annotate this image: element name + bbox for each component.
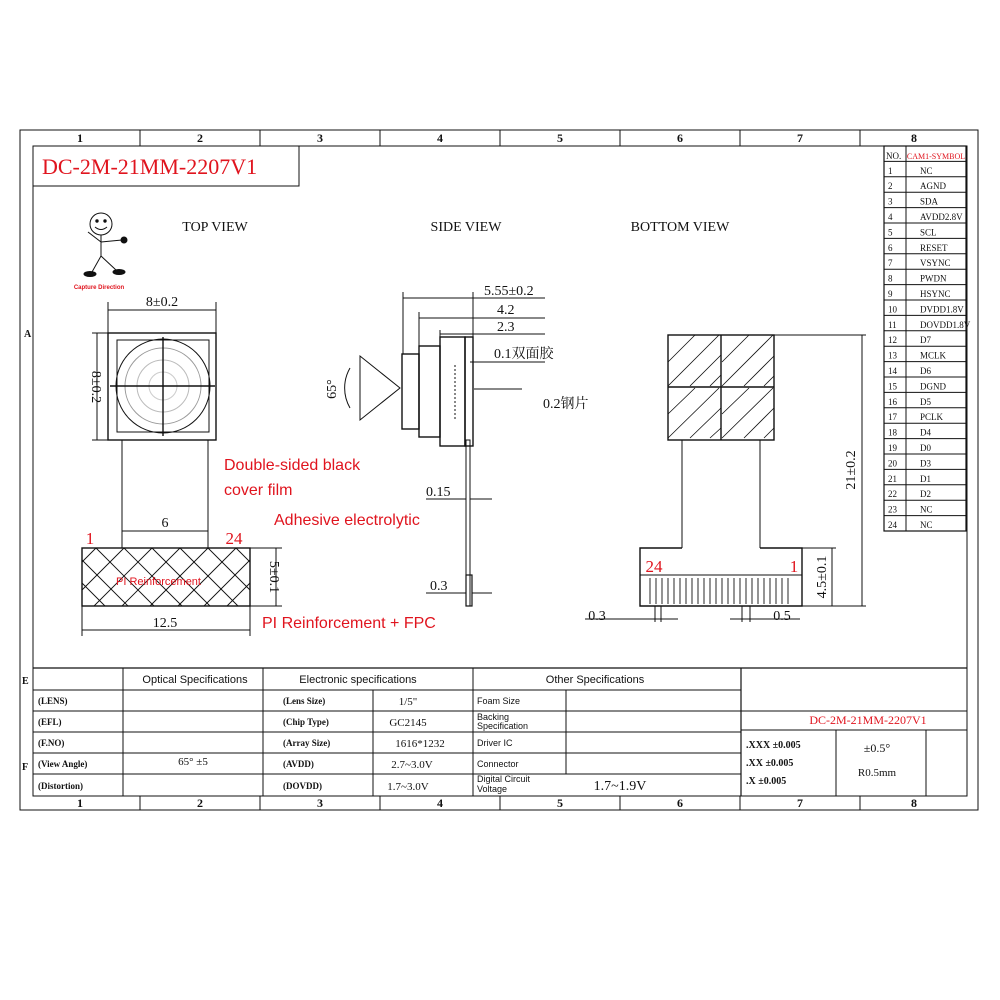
view-cone xyxy=(360,356,400,420)
elec-value-avdd: 2.7~3.0V xyxy=(391,759,433,771)
pin-number: 24 xyxy=(888,520,897,530)
elec-value-dovdd: 1.7~3.0V xyxy=(387,781,429,793)
pin-number: 8 xyxy=(888,273,893,284)
pin-table-header-symbol: CAM1-SYMBOL xyxy=(906,152,966,161)
col-label-2: 2 xyxy=(197,131,203,145)
elec-label-chip-type: (Chip Type) xyxy=(283,717,329,727)
pin-24-label: 24 xyxy=(225,529,243,548)
elec-value-chip-type: GC2145 xyxy=(389,717,427,729)
col-label-8: 8 xyxy=(911,131,917,145)
dim-top-height: 8±0.2 xyxy=(88,370,103,404)
pin-number: 1 xyxy=(888,165,893,176)
dim-side-total: 5.55±0.2 xyxy=(484,284,534,299)
col-label-6: 6 xyxy=(677,131,683,145)
dim-top-width: 8±0.2 xyxy=(145,295,179,310)
dim-pin-pitch: 0.3 xyxy=(588,609,606,624)
capture-direction-label: Capture Direction xyxy=(73,285,125,291)
pin-symbol: D4 xyxy=(920,427,931,438)
opt-label-efl: (EFL) xyxy=(38,717,62,727)
pin-number: 3 xyxy=(888,196,893,207)
elec-value-lens-size: 1/5" xyxy=(398,696,418,708)
capture-direction-icon xyxy=(84,213,127,277)
annotation-cover-film-line2: cover film xyxy=(224,482,293,499)
spec-header-other: Other Specifications xyxy=(545,674,645,686)
pin-symbol: DVDD1.8V xyxy=(920,304,964,315)
pin-number: 18 xyxy=(888,427,897,438)
dim-bottom-length: 21±0.2 xyxy=(844,450,859,490)
pin-symbol: AGND xyxy=(920,181,946,192)
dim-stiffener-thickness: 0.3 xyxy=(430,579,448,594)
opt-label-view-angle: (View Angle) xyxy=(38,759,88,769)
angle-tolerance: ±0.5° xyxy=(863,741,891,755)
opt-value-view-angle: 65° ±5 xyxy=(178,756,208,768)
spec-header-optical: Optical Specifications xyxy=(142,674,248,686)
pin-symbol: NC xyxy=(920,165,933,176)
side-view xyxy=(345,292,592,606)
radius-tolerance: R0.5mm xyxy=(857,767,897,779)
bottom-pin-1-label: 1 xyxy=(789,557,799,576)
pin-number: 19 xyxy=(888,443,897,453)
opt-label-distortion: (Distortion) xyxy=(38,781,83,791)
opt-label-fno: (F.NO) xyxy=(38,738,65,748)
annotation-pi-fpc: PI Reinforcement + FPC xyxy=(262,615,436,632)
dim-side-d2: 2.3 xyxy=(497,320,515,335)
pin-number: 7 xyxy=(888,258,893,269)
other-label-connector: Connector xyxy=(477,759,519,769)
pin-symbol: D5 xyxy=(920,396,931,407)
elec-label-array-size: (Array Size) xyxy=(283,738,331,748)
pin-table-header-no: NO. xyxy=(886,151,902,161)
dim-side-d1: 4.2 xyxy=(497,303,515,318)
pin-number: 13 xyxy=(888,350,897,361)
pin-symbol: HSYNC xyxy=(920,289,951,299)
elec-label-avdd: (AVDD) xyxy=(283,759,314,769)
row-label-f: F xyxy=(22,762,29,773)
annotation-adhesive: Adhesive electrolytic xyxy=(274,512,420,529)
pin-symbol: RESET xyxy=(920,242,948,253)
pin-number: 17 xyxy=(888,412,897,423)
col-label-7: 7 xyxy=(797,131,803,145)
pin-symbol: VSYNC xyxy=(920,258,951,269)
annotation-cover-film-line1: Double-sided black xyxy=(224,457,361,474)
col-label-bottom-6: 6 xyxy=(677,796,683,810)
top-view-label: TOP VIEW xyxy=(182,220,248,235)
pin-symbol: PWDN xyxy=(920,273,947,284)
pin-symbol: NC xyxy=(920,520,933,530)
tolerance-1-decimal: .X ±0.005 xyxy=(746,776,787,787)
pin-number: 12 xyxy=(888,335,897,346)
other-label-driver-ic: Driver IC xyxy=(477,738,513,748)
pin-number: 11 xyxy=(888,319,897,330)
pin-number: 9 xyxy=(888,289,893,299)
other-label-digital-line1: Digital Circuit xyxy=(477,774,531,784)
pin-symbol: D0 xyxy=(920,443,931,453)
other-label-digital: Voltage xyxy=(477,784,508,794)
other-label-backing-line1: Backing xyxy=(477,712,510,722)
pin-symbol: D1 xyxy=(920,473,931,484)
col-label-bottom-3: 3 xyxy=(317,796,323,810)
pin-number: 21 xyxy=(888,473,897,484)
pin-symbol: DGND xyxy=(920,381,946,392)
pin-number: 2 xyxy=(888,181,893,192)
pin-number: 6 xyxy=(888,242,893,253)
elec-value-array-size: 1616*1232 xyxy=(395,738,445,750)
bottom-view-label: BOTTOM VIEW xyxy=(630,220,730,235)
elec-label-lens-size: (Lens Size) xyxy=(283,696,326,706)
col-label-3: 3 xyxy=(317,131,323,145)
dim-stiffener-height: 5±0.1 xyxy=(266,560,281,594)
dim-view-angle: 65° xyxy=(325,379,340,399)
other-label-foam-size: Foam Size xyxy=(477,696,521,706)
col-label-1: 1 xyxy=(77,131,83,145)
col-label-4: 4 xyxy=(437,131,443,145)
col-label-bottom-5: 5 xyxy=(557,796,563,810)
pin-number: 10 xyxy=(888,304,897,315)
row-label-e: E xyxy=(22,676,29,687)
col-label-bottom-1: 1 xyxy=(77,796,83,810)
pin-symbol: D2 xyxy=(920,489,931,500)
tolerance-3-decimal: .XXX ±0.005 xyxy=(746,740,801,751)
pin-1-label: 1 xyxy=(85,529,95,548)
pin-number: 5 xyxy=(888,227,893,238)
pin-symbol: D7 xyxy=(920,335,931,346)
elec-label-dovdd: (DOVDD) xyxy=(283,781,322,791)
col-label-bottom-8: 8 xyxy=(911,796,917,810)
pin-symbol: D6 xyxy=(920,366,931,376)
bottom-pin-24-label: 24 xyxy=(645,557,663,576)
pin-symbol: AVDD2.8V xyxy=(920,212,963,222)
title-block-title: DC-2M-21MM-2207V1 xyxy=(809,713,927,727)
pin-symbol: SDA xyxy=(920,196,939,207)
dim-bottom-stiffener: 4.5±0.1 xyxy=(815,555,830,599)
col-label-bottom-2: 2 xyxy=(197,796,203,810)
pin-symbol: MCLK xyxy=(920,350,947,361)
dim-fpc-width: 6 xyxy=(161,516,169,531)
other-label-backing: Specification xyxy=(477,721,529,731)
pin-symbol: SCL xyxy=(920,227,937,238)
spec-header-electronic: Electronic specifications xyxy=(299,674,417,686)
other-value-digital-voltage: 1.7~1.9V xyxy=(593,779,647,794)
pin-symbol: PCLK xyxy=(920,412,944,423)
opt-label-lens: (LENS) xyxy=(38,696,68,706)
pin-number: 4 xyxy=(888,212,893,222)
dim-stiffener-width: 12.5 xyxy=(152,616,178,631)
row-label-a: A xyxy=(24,329,32,340)
label-double-tape: 0.1双面胶 xyxy=(494,347,554,362)
pin-symbol: DOVDD1.8V xyxy=(920,319,971,330)
col-label-bottom-4: 4 xyxy=(437,796,443,810)
dim-fpc-thickness: 0.15 xyxy=(426,485,451,500)
fpc-strip xyxy=(466,440,470,606)
pin-number: 22 xyxy=(888,489,897,500)
pin-symbol: NC xyxy=(920,504,933,515)
annotation-pi-reinforcement: PI Reinforcement xyxy=(116,576,201,588)
pin-symbol: D3 xyxy=(920,458,931,469)
label-steel-plate: 0.2钢片 xyxy=(543,397,589,412)
pin-number: 14 xyxy=(888,366,897,376)
pin-number: 20 xyxy=(888,458,897,469)
tolerance-2-decimal: .XX ±0.005 xyxy=(746,758,794,769)
pin-number: 16 xyxy=(888,396,897,407)
col-label-bottom-7: 7 xyxy=(797,796,803,810)
col-label-5: 5 xyxy=(557,131,563,145)
pin-number: 23 xyxy=(888,504,897,515)
drawing-title: DC-2M-21MM-2207V1 xyxy=(42,154,258,179)
side-view-label: SIDE VIEW xyxy=(430,220,502,235)
pin-number: 15 xyxy=(888,381,897,392)
dim-pad-width: 0.5 xyxy=(773,609,791,624)
